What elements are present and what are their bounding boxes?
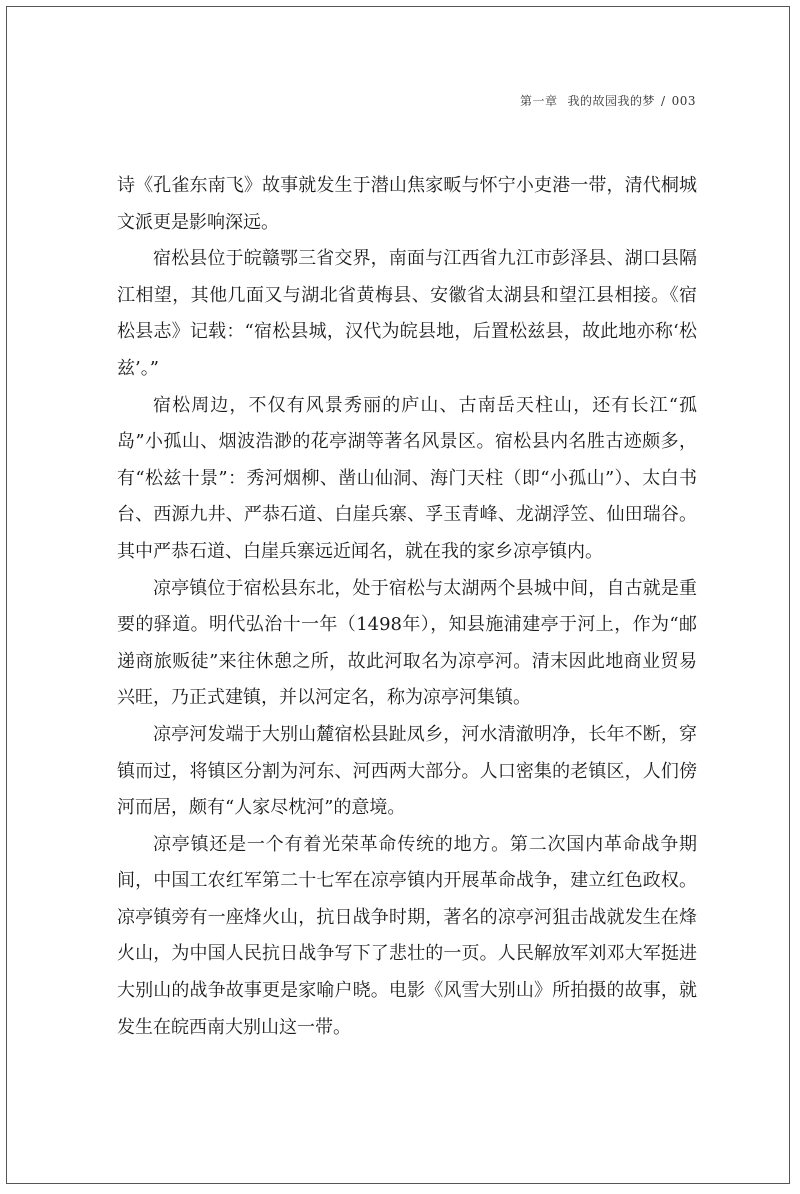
paragraph: 凉亭河发端于大别山麓宿松县趾凤乡，河水清澈明净，长年不断，穿镇而过，将镇区分割为河东、河西两大部分。人口密集的老镇区，人们傍河而居，颇有“人家尽枕河”的意境。 <box>117 723 697 819</box>
body-text <box>117 168 697 1046</box>
paragraph: 凉亭镇还是一个有着光荣革命传统的地方。第二次国内革命战争期间，中国工农红军第二十七军在凉亭镇内开展革命战争，建立红色政权。凉亭镇旁有一座烽火山，抗日战争时期，著名的凉亭河狙击战就发生在烽火山，为中国人民抗日战争写下了悲壮的一页。人民解放军刘邓大军挺进大别山的战争故事更是家喻户晓。电影《风雪大别山》所拍摄的故事，就发生在皖西南大别山这一带。 <box>117 833 697 1038</box>
paragraph-continued: 诗《孔雀东南飞》故事就发生于潜山焦家畈与怀宁小吏港一带，清代桐城文派更是影响深远。 <box>117 175 697 233</box>
paragraph: 宿松周边，不仅有风景秀丽的庐山、古南岳天柱山，还有长江“孤岛”小孤山、烟波浩渺的花亭湖等著名风景区。宿松县内名胜古迹颇多，有“松兹十景”：秀河烟柳、凿山仙洞、海门天柱（即“小孤山”）、太白书台、西源九井、严恭石道、白崖兵寨、孚玉青峰、龙湖浮笠、仙田瑞谷。其中严恭石道、白崖兵寨远近闻名，就在我的家乡凉亭镇内。 <box>117 394 697 562</box>
header-separator: / <box>661 94 666 108</box>
paragraph: 宿松县位于皖赣鄂三省交界，南面与江西省九江市彭泽县、湖口县隔江相望，其他几面又与湖北省黄梅县、安徽省太湖县和望江县相接。《宿松县志》记载：“宿松县城，汉代为皖县地，后置松兹县，故此地亦称‘松兹’。” <box>117 248 697 379</box>
paragraph: 凉亭镇位于宿松县东北，处于宿松与太湖两个县城中间，自古就是重要的驿道。明代弘治十一年（1498年），知县施浦建亭于河上，作为“邮递商旅贩徒”来往休憩之所，故此河取名为凉亭河。清末因此地商业贸易兴旺，乃正式建镇，并以河定名，称为凉亭河集镇。 <box>117 577 697 709</box>
chapter-title: 我的故园我的梦 <box>567 94 656 108</box>
page-number: 003 <box>671 94 696 108</box>
running-header <box>96 92 696 109</box>
chapter-label: 第一章 <box>520 94 558 108</box>
